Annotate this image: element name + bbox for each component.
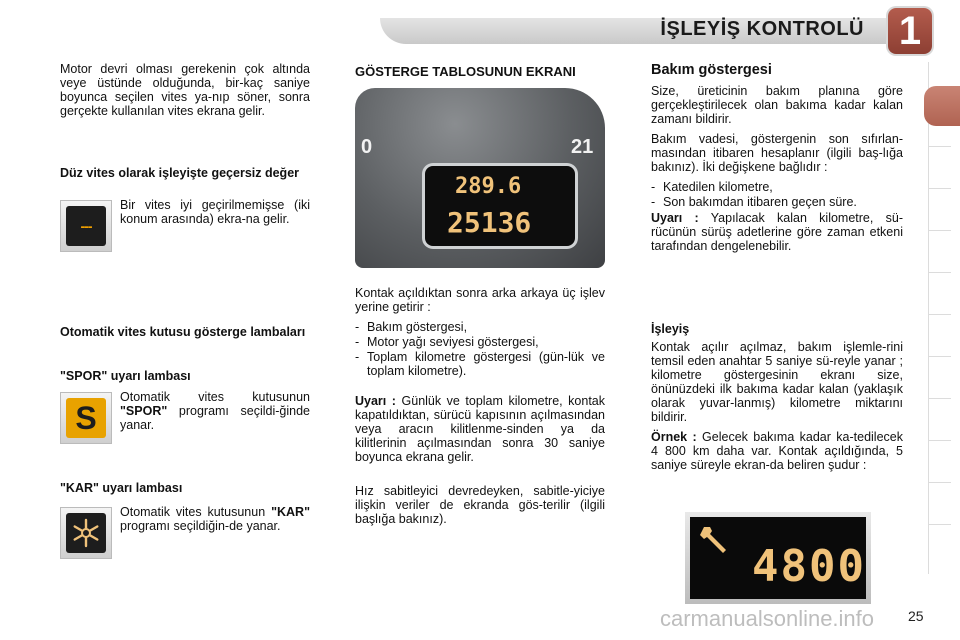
lcd-trip-value: 289.6 <box>455 174 522 199</box>
maintenance-indicator-title: Bakım göstergesi <box>651 62 772 78</box>
manual-title: Düz vites olarak işleyişte geçersiz değer <box>60 166 300 180</box>
operation-body <box>651 340 903 478</box>
operation-title: İşleyiş <box>651 322 690 336</box>
kar-text-post: programı seçildiğin-de yanar. <box>120 519 281 533</box>
manual-warning-icon <box>60 200 112 252</box>
manual-section <box>60 166 310 180</box>
kar-text-bold: "KAR" <box>271 505 310 519</box>
col1-intro <box>60 62 310 124</box>
list-item: - Toplam kilometre göstergesi (gün-lük ve toplam kilometre). <box>355 350 605 378</box>
functions-intro: Kontak açıldıktan sonra arka arkaya üç işlev yerine getirir : <box>355 286 605 314</box>
page-number: 25 <box>908 608 924 624</box>
maintenance-p2: Bakım vadesi, göstergenin son sıfırlan-masından itibaren hesaplanır (ilgili baş-lığa bakınız). İki değişkene bağlıdır : <box>651 132 903 174</box>
spor-title: "SPOR" uyarı lambası <box>60 369 191 383</box>
warning-label: Uyarı : <box>651 211 699 225</box>
kar-text-block <box>120 505 310 539</box>
kar-section <box>60 481 310 495</box>
chapter-tabs <box>928 62 950 574</box>
spor-section <box>60 369 310 383</box>
auto-title: Otomatik vites kutusu gösterge lambaları <box>60 325 306 339</box>
warning-text: Yapılacak kalan kilometre, sü-rücünün sürüş adetlerine göre zaman etkeni tarafından dengelenebilir. <box>651 211 904 253</box>
gauge-right-number: 21 <box>571 136 594 158</box>
chapter-tab-active[interactable] <box>924 86 960 126</box>
list-item: - Bakım göstergesi, <box>355 320 605 334</box>
spor-text-post: programı seçildi-ğinde yanar. <box>120 404 310 432</box>
maintenance-km-value: 4800 <box>752 541 866 592</box>
intro-paragraph: Motor devri olması gerekenin çok altında veye üstünde olduğunda, bir-kaç saniye boyunca seçilen vites ya-nıp söner, sonra gerçekte kullanılan vites ekrana gelir. <box>60 62 310 118</box>
manual-text: Bir vites iyi geçirilmemişse (iki konum arasında) ekra-na gelir. <box>120 198 310 226</box>
spor-text-pre: Otomatik vites kutusunun <box>120 390 310 404</box>
s-letter-icon: S <box>75 399 97 436</box>
maintenance-p1: Size, üreticinin bakım planına göre gerçekleştirilecek olan bakıma kadar kalan zamanı bildirir. <box>651 84 903 126</box>
page-title: İŞLEYİŞ KONTROLÜ <box>660 18 864 40</box>
kar-title: "KAR" uyarı lambası <box>60 481 183 495</box>
snowflake-icon <box>71 518 101 548</box>
list-item: - Motor yağı seviyesi göstergesi, <box>355 335 605 349</box>
functions-list <box>355 320 605 378</box>
spor-text-bold: "SPOR" <box>120 404 168 418</box>
spor-lamp-icon <box>60 392 112 444</box>
operation-text: Kontak açılır açılmaz, bakım işlemle-rini temsil eden anahtar 5 saniye sü-reyle yanar ; kilometre göstergesinin ekranı size, önünüzdeki ilk bakıma kadar kalan (yaklaşık olarak yuvar-lanmış) kilometre miktarını bildirir. <box>651 340 903 424</box>
dashboard-lcd <box>425 166 575 246</box>
dashes-icon-text: --- <box>80 218 92 234</box>
col3-body <box>651 84 903 259</box>
spor-text-block <box>120 390 310 438</box>
auto-section <box>60 325 310 339</box>
col2-body <box>355 286 605 532</box>
example-label: Örnek : <box>651 430 697 444</box>
instrument-cluster-image <box>355 88 605 268</box>
kar-text-pre: Otomatik vites kutusunun <box>120 505 272 519</box>
kar-lamp-icon <box>60 507 112 559</box>
maintenance-display-image <box>685 512 871 604</box>
manual-text-block <box>120 198 310 232</box>
lcd-total-value: 25136 <box>447 206 532 239</box>
dashboard-screen-title: GÖSTERGE TABLOSUNUN EKRANI <box>355 64 576 79</box>
variables-list <box>651 180 903 209</box>
list-item: - Son bakımdan itibaren geçen süre. <box>651 195 903 209</box>
cruise-text: Hız sabitleyici devredeyken, sabitle-yiciye ilişkin veriler de ekranda gös-terilir (ilgili başlığa bakınız). <box>355 484 605 526</box>
gauge-left-number: 0 <box>361 136 373 158</box>
chapter-badge: 1 <box>888 8 932 54</box>
warning-label: Uyarı : <box>355 394 396 408</box>
warning-text: Günlük ve toplam kilometre, kontak kapatıldıktan, sürücü kapısının açılmasından veya aracın kilitlenme-sinden ya da kilitlerinin açılmasından sonra 30 saniye boyunca ekrana gelir. <box>355 394 606 464</box>
watermark: carmanualsonline.info <box>660 606 875 631</box>
example-text: Gelecek bakıma kadar ka-tedilecek 4 800 km daha var. Kontak açıldığında, 5 saniye süreyle ekran-da beliren şudur : <box>651 430 903 472</box>
wrench-icon <box>698 523 732 557</box>
list-item: - Katedilen kilometre, <box>651 180 903 194</box>
